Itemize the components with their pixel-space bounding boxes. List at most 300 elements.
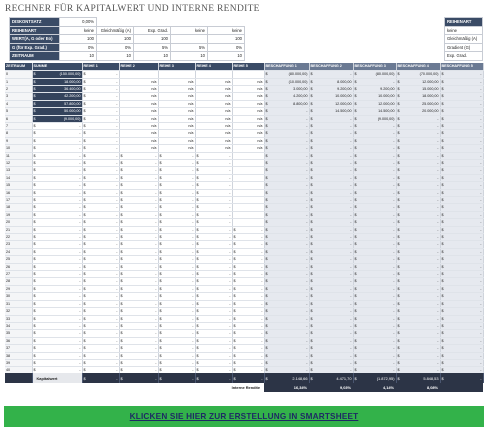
procurement-cell[interactable]: [440, 115, 483, 122]
procurement-cell[interactable]: [440, 263, 483, 270]
procurement-cell[interactable]: [440, 93, 483, 100]
currency-sign: $: [33, 212, 36, 217]
procurement-cell[interactable]: [353, 100, 396, 107]
procurement-cell[interactable]: [396, 248, 440, 255]
currency-sign: $: [441, 146, 444, 151]
currency-sign: $: [33, 94, 36, 99]
procurement-cell[interactable]: [264, 352, 309, 359]
procurement-cell[interactable]: [264, 189, 309, 196]
procurement-cell[interactable]: [309, 308, 353, 315]
procurement-cell[interactable]: [309, 85, 353, 92]
currency-sign: $: [310, 338, 313, 343]
param-value-2[interactable]: 10: [97, 52, 134, 61]
period-cell: 40: [5, 367, 32, 374]
procurement-cell[interactable]: [264, 145, 309, 152]
procurement-cell[interactable]: [309, 345, 353, 352]
procurement-cell[interactable]: [440, 315, 483, 322]
procurement-cell[interactable]: [353, 300, 396, 307]
procurement-cell[interactable]: [396, 278, 440, 285]
procurement-cell[interactable]: [353, 359, 396, 366]
procurement-cell[interactable]: [353, 167, 396, 174]
param-value-1[interactable]: 0,00%: [60, 18, 97, 27]
procurement-cell[interactable]: [396, 152, 440, 159]
procurement-cell[interactable]: [309, 219, 353, 226]
procurement-cell[interactable]: [353, 211, 396, 218]
procurement-cell[interactable]: [396, 345, 440, 352]
procurement-cell[interactable]: [396, 85, 440, 92]
param-value-4[interactable]: keine: [171, 26, 208, 35]
procurement-cell[interactable]: [353, 330, 396, 337]
series-cell: [82, 234, 119, 241]
procurement-cell[interactable]: [353, 189, 396, 196]
procurement-cell[interactable]: [353, 174, 396, 181]
procurement-cell[interactable]: [264, 152, 309, 159]
procurement-cell[interactable]: [353, 71, 396, 78]
procurement-cell[interactable]: [396, 300, 440, 307]
amount: -: [393, 198, 395, 202]
param-value-1[interactable]: 100: [60, 35, 97, 44]
procurement-cell[interactable]: [396, 130, 440, 137]
procurement-cell[interactable]: [396, 115, 440, 122]
param-value-2[interactable]: 0%: [97, 43, 134, 52]
procurement-cell[interactable]: [353, 315, 396, 322]
procurement-cell[interactable]: [440, 352, 483, 359]
currency-value: [442, 345, 482, 351]
amount: -: [306, 323, 308, 328]
procurement-cell[interactable]: [264, 226, 309, 233]
procurement-cell[interactable]: [396, 337, 440, 344]
procurement-cell[interactable]: [396, 234, 440, 241]
procurement-cell[interactable]: [264, 263, 309, 270]
procurement-cell[interactable]: [440, 122, 483, 129]
procurement-cell[interactable]: [440, 189, 483, 196]
amount: -: [480, 138, 482, 143]
procurement-cell[interactable]: [309, 204, 353, 211]
param-value-3[interactable]: Exp. Grad.: [134, 26, 171, 35]
procurement-cell[interactable]: [309, 322, 353, 329]
series-cell: [119, 322, 158, 329]
spacer: [5, 383, 32, 392]
series-cell: [158, 130, 195, 137]
amount: -: [116, 353, 118, 358]
procurement-cell[interactable]: [309, 115, 353, 122]
procurement-cell[interactable]: [264, 85, 309, 92]
procurement-cell[interactable]: [353, 85, 396, 92]
procurement-cell[interactable]: [264, 174, 309, 181]
amount: -: [155, 235, 157, 240]
procurement-cell[interactable]: [309, 293, 353, 300]
currency-sign: $: [441, 235, 444, 240]
procurement-cell[interactable]: [353, 204, 396, 211]
series-cell: [195, 300, 232, 307]
procurement-cell[interactable]: [440, 152, 483, 159]
procurement-cell[interactable]: [440, 234, 483, 241]
currency-value: [398, 167, 439, 173]
procurement-cell[interactable]: [264, 122, 309, 129]
amount: -: [229, 190, 231, 195]
currency-value: [34, 101, 81, 107]
procurement-cell[interactable]: [440, 85, 483, 92]
amount: -: [306, 286, 308, 291]
procurement-cell[interactable]: [353, 219, 396, 226]
procurement-cell[interactable]: [264, 337, 309, 344]
sum-cell: [32, 337, 82, 344]
procurement-cell[interactable]: [264, 78, 309, 85]
param-value-4[interactable]: 5%: [171, 43, 208, 52]
procurement-cell[interactable]: [396, 226, 440, 233]
currency-sign: $: [159, 168, 162, 173]
procurement-cell[interactable]: [309, 189, 353, 196]
procurement-cell[interactable]: [440, 130, 483, 137]
currency-value: [266, 175, 308, 181]
procurement-cell[interactable]: [440, 345, 483, 352]
procurement-cell[interactable]: [353, 197, 396, 204]
procurement-cell[interactable]: [353, 337, 396, 344]
procurement-cell[interactable]: [264, 285, 309, 292]
currency-value: [311, 93, 352, 99]
procurement-cell[interactable]: [353, 78, 396, 85]
procurement-cell[interactable]: [353, 182, 396, 189]
param-value-1[interactable]: keine: [60, 26, 97, 35]
procurement-cell[interactable]: [440, 182, 483, 189]
procurement-cell[interactable]: [353, 93, 396, 100]
procurement-cell[interactable]: [309, 93, 353, 100]
procurement-cell[interactable]: [264, 182, 309, 189]
series-cell: [232, 189, 264, 196]
procurement-cell[interactable]: [353, 145, 396, 152]
param-value-4[interactable]: [171, 35, 208, 44]
procurement-cell[interactable]: [353, 234, 396, 241]
procurement-cell[interactable]: [440, 300, 483, 307]
currency-sign: $: [83, 86, 86, 91]
series-cell: [82, 248, 119, 255]
procurement-cell[interactable]: [309, 211, 353, 218]
procurement-cell[interactable]: [264, 345, 309, 352]
currency-sign: $: [233, 353, 236, 358]
currency-value: [311, 234, 352, 240]
procurement-cell[interactable]: [353, 241, 396, 248]
procurement-cell[interactable]: [309, 137, 353, 144]
procurement-cell[interactable]: [264, 211, 309, 218]
procurement-cell[interactable]: [353, 256, 396, 263]
procurement-cell[interactable]: [264, 315, 309, 322]
procurement-cell[interactable]: [396, 71, 440, 78]
procurement-cell[interactable]: [309, 271, 353, 278]
procurement-cell[interactable]: [309, 152, 353, 159]
procurement-cell[interactable]: [440, 322, 483, 329]
series-cell: [158, 137, 195, 144]
procurement-cell[interactable]: [396, 330, 440, 337]
create-in-smartsheet-button[interactable]: [4, 406, 484, 427]
procurement-cell[interactable]: [396, 167, 440, 174]
procurement-cell[interactable]: [396, 285, 440, 292]
currency-value: [34, 338, 81, 344]
currency-value: [442, 71, 482, 77]
procurement-cell[interactable]: [440, 108, 483, 115]
series-cell: [195, 278, 232, 285]
procurement-cell[interactable]: [309, 145, 353, 152]
currency-value: [398, 301, 439, 307]
param-value-1[interactable]: 0%: [60, 43, 97, 52]
procurement-cell[interactable]: [353, 322, 396, 329]
procurement-cell[interactable]: [353, 308, 396, 315]
amount: -: [79, 338, 81, 343]
procurement-cell[interactable]: [396, 137, 440, 144]
procurement-cell[interactable]: [264, 71, 309, 78]
procurement-cell[interactable]: [309, 359, 353, 366]
currency-sign: $: [310, 101, 313, 106]
param-value-5[interactable]: 0%: [208, 43, 245, 52]
procurement-cell[interactable]: [264, 115, 309, 122]
procurement-cell[interactable]: [309, 263, 353, 270]
amount: -: [393, 138, 395, 143]
currency-sign: $: [265, 331, 268, 336]
procurement-cell[interactable]: [440, 330, 483, 337]
procurement-cell[interactable]: [264, 359, 309, 366]
procurement-cell[interactable]: [396, 189, 440, 196]
procurement-cell[interactable]: [396, 122, 440, 129]
procurement-cell[interactable]: [309, 174, 353, 181]
procurement-cell[interactable]: [309, 130, 353, 137]
procurement-cell[interactable]: [396, 352, 440, 359]
procurement-cell[interactable]: [440, 100, 483, 107]
procurement-cell[interactable]: [440, 337, 483, 344]
currency-value: [234, 227, 263, 233]
procurement-cell[interactable]: [264, 322, 309, 329]
procurement-cell[interactable]: [440, 174, 483, 181]
currency-value: [355, 234, 395, 240]
procurement-cell[interactable]: [309, 330, 353, 337]
npv-procurement: [396, 373, 440, 383]
procurement-cell[interactable]: [353, 130, 396, 137]
procurement-cell[interactable]: [396, 174, 440, 181]
procurement-cell[interactable]: [264, 278, 309, 285]
na-value: [121, 138, 157, 144]
procurement-cell[interactable]: [264, 130, 309, 137]
procurement-cell[interactable]: [440, 308, 483, 315]
param-value-3[interactable]: 10: [134, 52, 171, 61]
currency-value: [34, 204, 81, 210]
currency-sign: $: [83, 175, 86, 180]
procurement-cell[interactable]: [264, 256, 309, 263]
amount: -: [350, 301, 352, 306]
procurement-cell[interactable]: [440, 211, 483, 218]
column-header: BESCHAFFUNG 5: [440, 63, 483, 71]
param-value-2[interactable]: Gleichmäßig (A): [97, 26, 134, 35]
procurement-cell[interactable]: [309, 285, 353, 292]
procurement-cell[interactable]: [264, 137, 309, 144]
procurement-cell[interactable]: [353, 137, 396, 144]
procurement-cell[interactable]: [440, 241, 483, 248]
amount: -: [229, 375, 231, 381]
procurement-cell[interactable]: [309, 167, 353, 174]
procurement-cell[interactable]: [264, 204, 309, 211]
procurement-cell[interactable]: [353, 108, 396, 115]
procurement-cell[interactable]: [440, 248, 483, 255]
na-value: [121, 116, 157, 122]
procurement-cell[interactable]: [309, 108, 353, 115]
procurement-cell[interactable]: [396, 315, 440, 322]
amount: -: [229, 279, 231, 284]
procurement-cell[interactable]: [440, 271, 483, 278]
procurement-cell[interactable]: [396, 78, 440, 85]
procurement-cell[interactable]: [440, 285, 483, 292]
procurement-cell[interactable]: [353, 152, 396, 159]
procurement-cell[interactable]: [309, 278, 353, 285]
procurement-cell[interactable]: [353, 115, 396, 122]
procurement-cell[interactable]: [396, 108, 440, 115]
procurement-cell[interactable]: [396, 241, 440, 248]
procurement-cell[interactable]: [440, 197, 483, 204]
procurement-cell[interactable]: [309, 78, 353, 85]
currency-value: [234, 330, 263, 336]
procurement-cell[interactable]: [396, 159, 440, 166]
currency-value: [442, 264, 482, 270]
procurement-cell[interactable]: [264, 248, 309, 255]
currency-value: [311, 116, 352, 122]
param-value-3[interactable]: 100: [134, 35, 171, 44]
currency-value: [160, 190, 194, 196]
procurement-cell[interactable]: [440, 359, 483, 366]
series-cell: [232, 159, 264, 166]
procurement-cell[interactable]: [264, 197, 309, 204]
na-value: [121, 101, 157, 107]
procurement-cell[interactable]: [396, 256, 440, 263]
procurement-cell[interactable]: [396, 322, 440, 329]
procurement-cell[interactable]: [309, 182, 353, 189]
param-value-2[interactable]: 100: [97, 35, 134, 44]
procurement-cell[interactable]: [264, 271, 309, 278]
procurement-cell[interactable]: [353, 278, 396, 285]
procurement-cell[interactable]: [396, 204, 440, 211]
procurement-cell[interactable]: [440, 145, 483, 152]
procurement-cell[interactable]: [440, 293, 483, 300]
procurement-cell[interactable]: [440, 159, 483, 166]
irr-value: 16,34%: [264, 383, 309, 392]
currency-value: [234, 293, 263, 299]
procurement-cell[interactable]: [309, 100, 353, 107]
currency-sign: $: [233, 257, 236, 262]
currency-value: [160, 345, 194, 351]
procurement-cell[interactable]: [440, 278, 483, 285]
procurement-cell[interactable]: [440, 256, 483, 263]
procurement-cell[interactable]: [309, 256, 353, 263]
procurement-cell[interactable]: [396, 93, 440, 100]
procurement-cell[interactable]: [264, 167, 309, 174]
procurement-cell[interactable]: [309, 241, 353, 248]
currency-value: [121, 264, 157, 270]
procurement-cell[interactable]: [396, 211, 440, 218]
procurement-cell[interactable]: [440, 71, 483, 78]
amount: -: [192, 264, 194, 269]
procurement-cell[interactable]: [353, 159, 396, 166]
procurement-cell[interactable]: [440, 219, 483, 226]
procurement-cell[interactable]: [309, 300, 353, 307]
procurement-cell[interactable]: [264, 241, 309, 248]
procurement-cell[interactable]: [264, 234, 309, 241]
procurement-cell[interactable]: [440, 167, 483, 174]
procurement-cell[interactable]: [309, 248, 353, 255]
procurement-cell[interactable]: [396, 219, 440, 226]
procurement-cell[interactable]: [353, 271, 396, 278]
procurement-cell[interactable]: [353, 263, 396, 270]
procurement-cell[interactable]: [396, 293, 440, 300]
procurement-cell[interactable]: [309, 197, 353, 204]
procurement-cell[interactable]: [264, 300, 309, 307]
currency-value: [160, 153, 194, 159]
param-value-3[interactable]: 5%: [134, 43, 171, 52]
procurement-cell[interactable]: [353, 345, 396, 352]
procurement-cell[interactable]: [309, 337, 353, 344]
currency-value: [84, 160, 118, 166]
param-value-5[interactable]: 100: [208, 35, 245, 44]
currency-sign: $: [265, 272, 268, 277]
procurement-cell[interactable]: [264, 308, 309, 315]
procurement-cell[interactable]: [353, 122, 396, 129]
procurement-cell[interactable]: [309, 122, 353, 129]
procurement-cell[interactable]: [309, 159, 353, 166]
currency-value: [398, 153, 439, 159]
procurement-cell[interactable]: [396, 145, 440, 152]
param-value-1[interactable]: 10: [60, 52, 97, 61]
period-cell: 4: [5, 100, 32, 107]
currency-value: [266, 271, 308, 277]
procurement-cell[interactable]: [353, 352, 396, 359]
param-value-5[interactable]: 10: [208, 52, 245, 61]
procurement-cell[interactable]: [396, 182, 440, 189]
procurement-cell[interactable]: [353, 248, 396, 255]
procurement-cell[interactable]: [264, 108, 309, 115]
procurement-cell[interactable]: [353, 285, 396, 292]
series-cell: [195, 308, 232, 315]
procurement-cell[interactable]: [353, 226, 396, 233]
series-cell: [119, 167, 158, 174]
procurement-cell[interactable]: [309, 71, 353, 78]
currency-value: [34, 323, 81, 329]
procurement-cell[interactable]: [440, 204, 483, 211]
procurement-cell[interactable]: [353, 293, 396, 300]
procurement-cell[interactable]: [440, 78, 483, 85]
cta-label[interactable]: KLICKEN SIE HIER ZUR ERSTELLUNG IN SMARTSHEET: [129, 412, 359, 421]
procurement-cell[interactable]: [440, 137, 483, 144]
procurement-cell[interactable]: [396, 308, 440, 315]
procurement-cell[interactable]: [440, 226, 483, 233]
currency-sign: $: [233, 323, 236, 328]
procurement-cell[interactable]: [396, 100, 440, 107]
param-value-5[interactable]: keine: [208, 26, 245, 35]
procurement-cell[interactable]: [309, 352, 353, 359]
procurement-cell[interactable]: [309, 315, 353, 322]
currency-sign: $: [233, 316, 236, 321]
procurement-cell[interactable]: [396, 197, 440, 204]
procurement-cell[interactable]: [264, 219, 309, 226]
procurement-cell[interactable]: [264, 293, 309, 300]
procurement-cell[interactable]: [264, 100, 309, 107]
procurement-cell[interactable]: [396, 359, 440, 366]
procurement-cell[interactable]: [309, 234, 353, 241]
procurement-cell[interactable]: [264, 159, 309, 166]
amount: -: [261, 249, 263, 254]
period-cell: 37: [5, 345, 32, 352]
currency-sign: $: [120, 190, 123, 195]
procurement-cell[interactable]: [264, 330, 309, 337]
procurement-cell[interactable]: [396, 271, 440, 278]
param-value-4[interactable]: 10: [171, 52, 208, 61]
procurement-cell[interactable]: [309, 226, 353, 233]
procurement-cell[interactable]: [264, 93, 309, 100]
procurement-cell[interactable]: [396, 263, 440, 270]
series-cell: [82, 271, 119, 278]
